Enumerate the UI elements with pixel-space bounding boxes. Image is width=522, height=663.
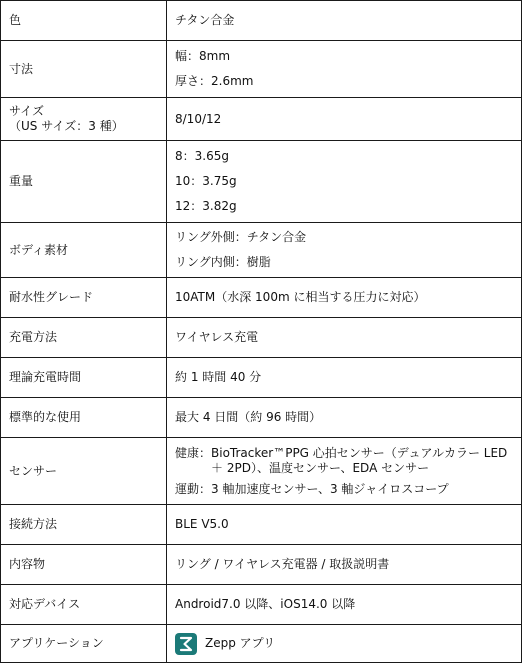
spec-row-typical-use [1, 398, 522, 438]
spec-value [167, 398, 522, 438]
spec-value-line: Android7.0 以降、iOS14.0 以降 [175, 597, 356, 611]
sensor-health-key: 健康： [175, 445, 212, 460]
spec-value-line: 8：3.65g [175, 149, 229, 163]
spec-value-line: 最大 4 日間（約 96 時間） [175, 410, 322, 424]
spec-label: 理論充電時間 [1, 358, 167, 398]
spec-value [167, 505, 522, 545]
spec-label: アプリケーション [1, 625, 167, 663]
spec-value-line: 厚さ：2.6mm [175, 74, 254, 88]
spec-row-connectivity [1, 505, 522, 545]
spec-label: 標準的な使用 [1, 398, 167, 438]
spec-row-application [1, 625, 522, 663]
spec-row-charging-method [1, 318, 522, 358]
spec-label-line: サイズ [9, 104, 45, 118]
spec-value-line: 約 1 時間 40 分 [175, 370, 262, 384]
spec-value [167, 41, 522, 98]
spec-label: 色 [1, 1, 167, 41]
spec-value [167, 625, 522, 663]
spec-row-sensors [1, 438, 522, 505]
spec-row-compatible-devices [1, 585, 522, 625]
spec-value [167, 278, 522, 318]
sensor-motion-key: 運動： [175, 481, 212, 496]
spec-value [167, 223, 522, 278]
spec-label-line: （US サイズ：3 種） [9, 119, 124, 133]
spec-value [167, 585, 522, 625]
app-name: Zepp アプリ [205, 636, 276, 650]
spec-value [167, 358, 522, 398]
spec-value-line: BLE V5.0 [175, 517, 229, 531]
spec-label: 対応デバイス [1, 585, 167, 625]
spec-value-line: 12：3.82g [175, 199, 237, 213]
spec-row-charge-time [1, 358, 522, 398]
spec-row-water-resistance [1, 278, 522, 318]
spec-value-line: リング内側：樹脂 [175, 255, 271, 269]
spec-value-line: 10：3.75g [175, 174, 237, 188]
sensor-motion-value: 3 軸加速度センサー、3 軸ジャイロスコープ [211, 481, 449, 496]
spec-value [167, 545, 522, 585]
spec-label: 内容物 [1, 545, 167, 585]
spec-row-size [1, 98, 522, 141]
spec-value [167, 141, 522, 223]
spec-value-line: 幅：8mm [175, 49, 231, 63]
spec-label: 耐水性グレード [1, 278, 167, 318]
spec-value [167, 318, 522, 358]
spec-row-weight [1, 141, 522, 223]
spec-label: ボディ素材 [1, 223, 167, 278]
spec-label: 充電方法 [1, 318, 167, 358]
spec-label [1, 98, 167, 141]
spec-value [167, 438, 522, 505]
zepp-app-icon [175, 633, 197, 655]
spec-value [167, 98, 522, 141]
spec-row-dimensions [1, 41, 522, 98]
spec-label: 重量 [1, 141, 167, 223]
sensor-health-value: BioTracker™PPG 心拍センサー（デュアルカラー LED ＋ 2PD）、温度センサー、EDA センサー [211, 445, 508, 475]
spec-value-line: チタン合金 [175, 13, 235, 27]
spec-value-line: 10ATM（水深 100m に相当する圧力に対応） [175, 290, 426, 304]
sensor-motion [175, 482, 513, 497]
spec-label: センサー [1, 438, 167, 505]
spec-value-line: ワイヤレス充電 [175, 330, 259, 344]
spec-value-line: リング外側：チタン合金 [175, 230, 307, 244]
spec-value-line: リング / ワイヤレス充電器 / 取扱説明書 [175, 557, 390, 571]
spec-label: 接続方法 [1, 505, 167, 545]
spec-label: 寸法 [1, 41, 167, 98]
spec-row-color [1, 1, 522, 41]
sensor-health [175, 446, 513, 476]
spec-row-body-material [1, 223, 522, 278]
spec-value [167, 1, 522, 41]
spec-row-contents [1, 545, 522, 585]
spec-value-line: 8/10/12 [175, 111, 222, 126]
